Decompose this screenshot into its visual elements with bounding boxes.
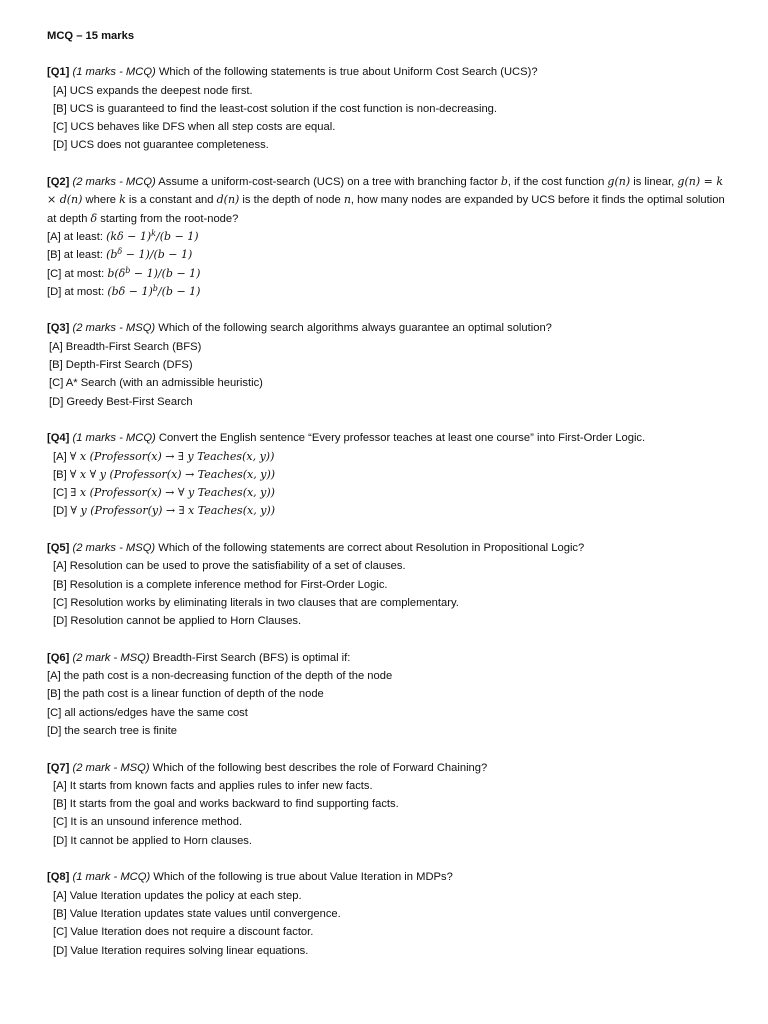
question-stem (47, 649, 727, 667)
option-a: [A] Resolution can be used to prove the satisfiability of a set of clauses. (53, 560, 406, 573)
option-a: [A] UCS expands the deepest node first. (53, 84, 253, 97)
question-text: where (82, 194, 120, 207)
question-5 (47, 539, 727, 630)
option-c: [C] at most: $b(\delta^b - 1)/(b - 1)$ (47, 265, 201, 280)
question-text: is a constant and (125, 194, 217, 207)
question-text: Which of the following is true about Value Iteration in MDPs? (153, 871, 453, 884)
question-number: [Q2] (47, 176, 70, 189)
question-text: , if the cost function (507, 176, 608, 189)
option-a: [A] Breadth-First Search (BFS) (49, 340, 202, 353)
math-node: n (343, 193, 351, 207)
option-a: [A] Value Iteration updates the policy at each step. (53, 889, 302, 902)
option-c: [C] A* Search (with an admissible heuristic) (49, 377, 263, 390)
option-b: [B] at least: $(b^\delta - 1)/(b - 1)$ (47, 247, 193, 262)
option-b: [B] It starts from the goal and works backward to find supporting facts. (53, 798, 399, 811)
question-marks: (2 marks - MSQ) (72, 322, 156, 335)
option-b: [B] the path cost is a linear function of depth of the node (47, 688, 324, 701)
question-text: Which of the following best describes the role of Forward Chaining? (152, 761, 488, 774)
question-stem (47, 429, 727, 447)
option-d: [D] ∀ y (Professor(y) → ∃ x Teaches(x, y)) (53, 504, 275, 518)
math-depth-function: d(n) (216, 193, 240, 207)
option-b: [B] ∀ x ∀ y (Professor(x) → Teaches(x, y)) (53, 467, 276, 481)
option-a: [A] the path cost is a non-decreasing function of the depth of the node (47, 670, 393, 683)
question-text: Assume a uniform-cost-search (UCS) on a tree with branching factor (158, 176, 501, 189)
question-marks: (1 mark - MCQ) (72, 871, 151, 884)
question-number: [Q4] (47, 432, 70, 445)
question-marks: (2 marks - MSQ) (72, 542, 156, 555)
question-stem (47, 319, 727, 337)
question-marks: (1 marks - MCQ) (72, 66, 156, 79)
option-d: [D] Value Iteration requires solving linear equations. (53, 944, 309, 957)
question-stem (47, 759, 727, 777)
math-cost-formula: g(n) = k × d(n) (47, 175, 723, 207)
question-3 (47, 319, 727, 410)
question-number: [Q8] (47, 871, 70, 884)
question-stem (47, 63, 727, 81)
question-4 (47, 429, 727, 520)
question-2 (47, 173, 727, 301)
question-7 (47, 759, 727, 850)
option-b: [B] Depth-First Search (DFS) (49, 359, 193, 372)
option-d: [D] UCS does not guarantee completeness. (53, 139, 269, 152)
option-c: [C] ∃ x (Professor(x) → ∀ y Teaches(x, y)) (53, 486, 275, 500)
question-text: , how many nodes are expanded by UCS before it finds the optimal solution at depth (47, 194, 725, 225)
question-text: is linear, (630, 176, 678, 189)
question-number: [Q1] (47, 66, 70, 79)
option-d: [D] Greedy Best-First Search (49, 395, 193, 408)
question-text: Which of the following search algorithms always guarantee an optimal solution? (158, 322, 552, 335)
question-1 (47, 63, 727, 154)
option-a: [A] at least: $(k\delta - 1)^k/(b - 1)$ (47, 228, 199, 243)
option-formula: $b(\delta^b - 1)/(b - 1)$ (107, 265, 201, 280)
question-text: Which of the following statements are correct about Resolution in Propositional Logic? (158, 542, 585, 555)
question-number: [Q7] (47, 761, 70, 774)
option-b: [B] Value Iteration updates state values until convergence. (53, 907, 341, 920)
question-number: [Q6] (47, 651, 70, 664)
question-stem (47, 868, 727, 886)
option-c: [C] Resolution works by eliminating literals in two clauses that are complementary. (53, 596, 459, 609)
option-a: [A] It starts from known facts and applies rules to infer new facts. (53, 779, 373, 792)
question-8 (47, 868, 727, 959)
question-marks: (2 mark - MSQ) (72, 761, 150, 774)
math-branching-factor: b (500, 175, 508, 189)
option-b: [B] Resolution is a complete inference method for First-Order Logic. (53, 578, 388, 591)
option-d: [D] It cannot be applied to Horn clauses. (53, 834, 253, 847)
option-a: [A] ∀ x (Professor(x) → ∃ y Teaches(x, y)) (53, 449, 275, 463)
question-number: [Q5] (47, 542, 70, 555)
question-marks: (1 marks - MCQ) (72, 432, 156, 445)
option-formula: ∃ x (Professor(x) → ∀ y Teaches(x, y)) (70, 486, 275, 500)
question-text: is the depth of node (239, 194, 344, 207)
option-c: [C] It is an unsound inference method. (53, 816, 243, 829)
question-text: Breadth-First Search (BFS) is optimal if: (152, 651, 351, 664)
question-number: [Q3] (47, 322, 70, 335)
option-c: [C] Value Iteration does not require a discount factor. (53, 926, 314, 939)
section-header: MCQ – 15 marks (47, 30, 135, 42)
option-b: [B] UCS is guaranteed to find the least-cost solution if the cost function is non-decreasing. (53, 102, 498, 115)
option-formula: ∀ x ∀ y (Professor(x) → Teaches(x, y)) (69, 467, 276, 481)
option-formula: ∀ x (Professor(x) → ∃ y Teaches(x, y)) (69, 449, 275, 463)
option-c: [C] all actions/edges have the same cost (47, 706, 248, 719)
exam-page (47, 27, 727, 960)
option-formula: $(k\delta - 1)^k/(b - 1)$ (106, 228, 199, 243)
question-6 (47, 649, 727, 740)
question-text: Which of the following statements is true about Uniform Cost Search (UCS)? (158, 66, 538, 79)
option-d: [D] Resolution cannot be applied to Horn Clauses. (53, 615, 302, 628)
option-formula: $(b\delta - 1)^b/(b - 1)$ (107, 283, 201, 298)
question-stem (47, 539, 727, 557)
question-text: starting from the root-node? (97, 212, 239, 225)
option-d: [D] the search tree is finite (47, 724, 177, 737)
math-cost-function: g(n) (607, 175, 631, 189)
option-formula: ∀ y (Professor(y) → ∃ x Teaches(x, y)) (70, 504, 275, 518)
question-text: Convert the English sentence “Every professor teaches at least one course” into First-Order Logic. (158, 432, 646, 445)
option-formula: $(b^\delta - 1)/(b - 1)$ (106, 247, 193, 262)
math-constant: k (119, 193, 126, 207)
question-stem (47, 173, 727, 228)
option-c: [C] UCS behaves like DFS when all step costs are equal. (53, 121, 336, 134)
question-marks: (2 marks - MCQ) (72, 176, 156, 189)
question-marks: (2 mark - MSQ) (72, 651, 150, 664)
option-d: [D] at most: $(b\delta - 1)^b/(b - 1)$ (47, 283, 201, 298)
math-depth: δ (90, 211, 98, 225)
